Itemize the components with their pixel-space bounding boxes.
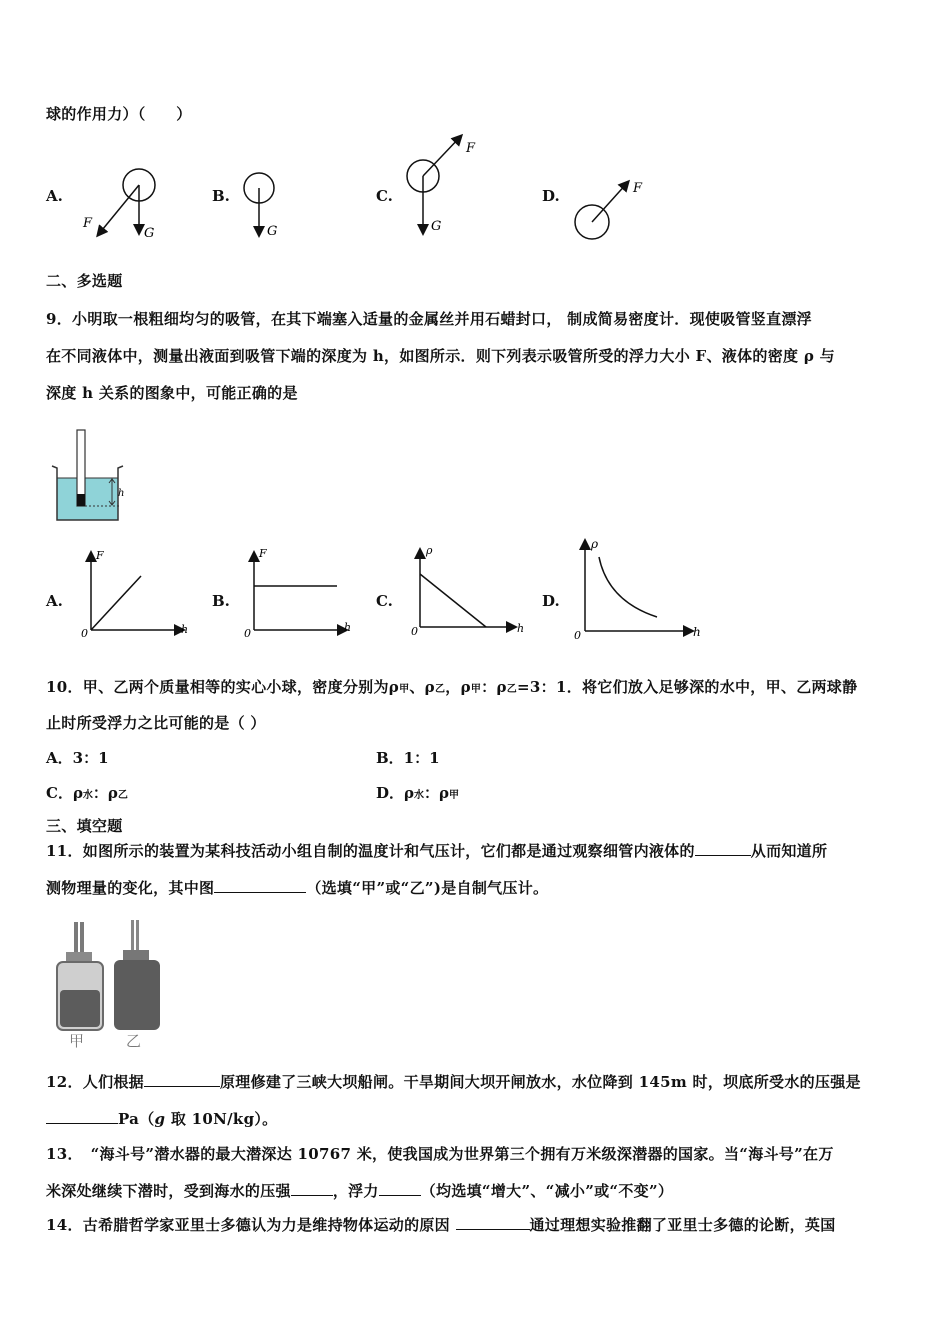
axis-rho-label: ρ (591, 537, 599, 551)
q11-line-2: 测物理量的变化，其中图 （选填“甲”或“乙”)是自制气压计。 (46, 879, 549, 897)
origin-label: 0 (574, 629, 581, 642)
q10-line-1: 10．甲、乙两个质量相等的实心小球，密度分别为ρ甲、ρ乙，ρ甲：ρ乙=3：1．将它们放入足够深的水中，甲、乙两球静 (46, 678, 858, 696)
q11-blank-1[interactable] (695, 841, 751, 856)
q9-graph-c (410, 540, 530, 640)
q9-option-a-label: A. (46, 592, 63, 610)
axis-f-label: F (259, 547, 267, 560)
q9-line-1: 9．小明取一根粗细均匀的吸管，在其下端塞入适量的金属丝并用石蜡封口， 制成简易密度计．现使吸管竖直漂浮 (46, 310, 812, 328)
q13-line-1: 13． “海斗号”潜水器的最大潜深达 10767 米，使我国成为世界第三个拥有万米级深潜器的国家。当“海斗号”在万 (46, 1145, 834, 1163)
label-f: F (83, 216, 93, 231)
q8-option-d-figure (566, 172, 656, 244)
origin-label: 0 (81, 627, 88, 640)
q12-blank-2[interactable] (46, 1109, 118, 1124)
label-yi: 乙 (126, 1032, 142, 1050)
label-jia: 甲 (69, 1032, 85, 1050)
q9-graph-b (243, 545, 355, 640)
q9-line-2: 在不同液体中，测量出液面到吸管下端的深度为 h，如图所示．则下列表示吸管所受的浮力大小 F、液体的密度 ρ 与 (46, 347, 835, 365)
q13-blank-2[interactable] (379, 1181, 421, 1196)
q8-option-c-figure (398, 128, 488, 240)
q10-option-d: D．ρ水：ρ甲 (376, 784, 459, 802)
beaker-h-label: h (118, 488, 125, 499)
q9-line-3: 深度 h 关系的图象中，可能正确的是 (46, 384, 298, 402)
q9-option-d-label: D. (542, 592, 560, 610)
axis-f-label: F (96, 549, 104, 562)
q14-blank-1[interactable] (456, 1215, 530, 1230)
label-g: G (431, 219, 442, 234)
label-g: G (144, 226, 155, 241)
origin-label: 0 (244, 627, 251, 640)
q13-line-2: 米深处继续下潜时，受到海水的压强 ，浮力 （均选填“增大”、“减小”或“不变”） (46, 1182, 674, 1200)
q10-option-b: B．1：1 (376, 749, 440, 767)
q11-blank-2[interactable] (214, 878, 306, 893)
q8-option-b-label: B. (212, 187, 230, 205)
q8-option-a-figure (78, 155, 178, 245)
q10-option-c: C．ρ水：ρ乙 (46, 784, 128, 802)
q11-line-1: 11．如图所示的装置为某科技活动小组自制的温度计和气压计，它们都是通过观察细管内液体的 从而知道所 (46, 842, 828, 860)
q9-graph-d (572, 535, 707, 643)
section-title-fill-in: 三、填空题 (46, 817, 123, 835)
axis-h-label: h (344, 621, 352, 634)
q8-option-d-label: D. (542, 187, 560, 205)
q9-option-b-label: B. (212, 592, 230, 610)
q9-option-c-label: C. (376, 592, 393, 610)
q10-option-a: A．3：1 (46, 749, 109, 767)
q8-text-tail: 球的作用力）（ ） (46, 105, 192, 123)
q13-blank-1[interactable] (291, 1181, 333, 1196)
q9-beaker-figure (50, 428, 140, 526)
label-f: F (466, 141, 476, 156)
label-f: F (633, 181, 643, 196)
axis-h-label: h (517, 622, 525, 635)
q11-figure (52, 918, 172, 1050)
q8-option-a-label: A. (46, 187, 63, 205)
q14-line-1: 14．古希腊哲学家亚里士多德认为力是维持物体运动的原因 通过理想实验推翻了亚里士多德的论断，英国 (46, 1216, 836, 1234)
q10-line-2: 止时所受浮力之比可能的是（ ） (46, 714, 266, 732)
axis-rho-label: ρ (426, 544, 433, 557)
label-g: G (267, 224, 278, 239)
q12-blank-1[interactable] (144, 1072, 220, 1087)
origin-label: 0 (411, 625, 418, 638)
q12-line-1: 12．人们根据 原理修建了三峡大坝船闸。干旱期间大坝开闸放水，水位降到 145m 时，坝底所受水的压强是 (46, 1073, 861, 1091)
q8-option-b-figure (235, 168, 295, 243)
section-title-multiple-choice: 二、多选题 (46, 272, 123, 290)
axis-h-label: h (693, 625, 701, 639)
q9-graph-a (80, 545, 192, 640)
q8-option-c-label: C. (376, 187, 393, 205)
axis-h-label: h (181, 623, 189, 636)
q12-line-2: Pa（g 取 10N/kg）。 (46, 1108, 278, 1129)
